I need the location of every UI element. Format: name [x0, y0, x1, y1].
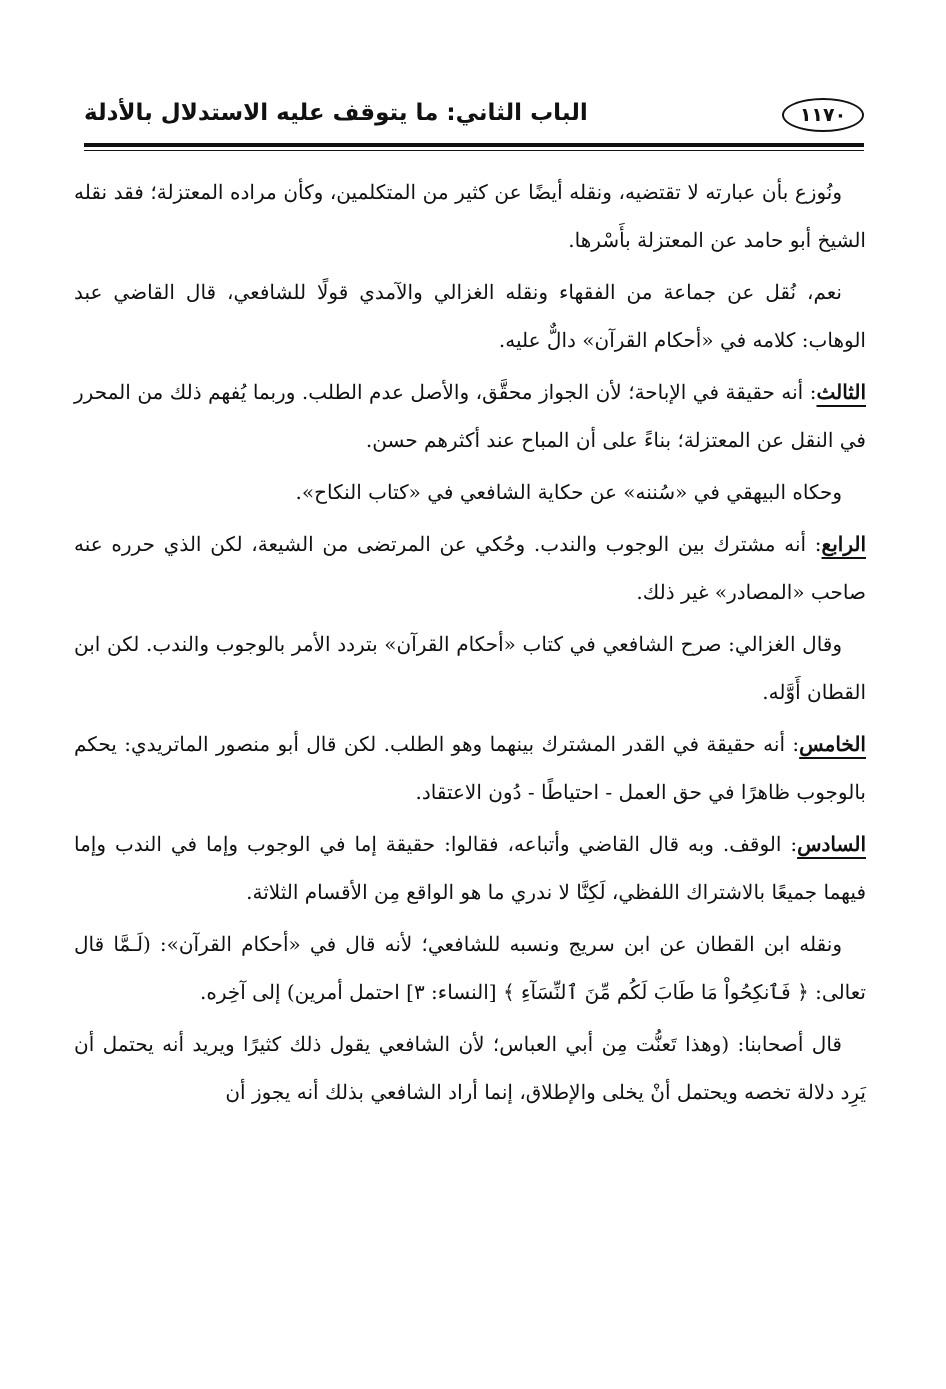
header-rule-thick	[84, 143, 864, 147]
section-term: الثالث	[816, 380, 866, 404]
section-term: الخامس	[799, 732, 866, 756]
page-number: ١١٧٠	[782, 98, 864, 132]
paragraph: الرابع: أنه مشترك بين الوجوب والندب. وحُكي عن المرتضى من الشيعة، لكن الذي حرره عنه صاحب «المصادر» غير ذلك.	[74, 532, 866, 604]
running-title: الباب الثاني: ما يتوقف عليه الاستدلال بالأدلة	[84, 100, 588, 126]
header-rule-thin	[84, 150, 864, 151]
body-text	[74, 168, 866, 1120]
page-header	[84, 96, 864, 140]
paragraph: الثالث: أنه حقيقة في الإباحة؛ لأن الجواز محقَّق، والأصل عدم الطلب. وربما يُفهم ذلك من المحرر في النقل عن المعتزلة؛ بناءً على أن المباح عند أكثرهم حسن.	[74, 380, 866, 452]
paragraph: وحكاه البيهقي في «سُننه» عن حكاية الشافعي في «كتاب النكاح».	[295, 480, 842, 504]
paragraph: نعم، نُقل عن جماعة من الفقهاء ونقله الغزالي والآمدي قولًا للشافعي، قال القاضي عبد الوهاب: كلامه في «أحكام القرآن» دالٌّ عليه.	[74, 280, 866, 352]
paragraph: الخامس: أنه حقيقة في القدر المشترك بينهما وهو الطلب. لكن قال أبو منصور الماتريدي: يحكم بالوجوب ظاهرًا في حق العمل - احتياطًا - دُون الاعتقاد.	[74, 732, 866, 804]
paragraph: وقال الغزالي: صرح الشافعي في كتاب «أحكام القرآن» بتردد الأمر بالوجوب والندب. لكن ابن القطان أَوَّله.	[74, 632, 866, 704]
paragraph: قال أصحابنا: (وهذا تَعنُّت مِن أبي العباس؛ لأن الشافعي يقول ذلك كثيرًا ويريد أنه يحتمل أن يَرِد دلالة تخصه ويحتمل أنْ يخلى والإطلاق، إنما أراد الشافعي بذلك أنه يجوز أن	[74, 1032, 866, 1104]
paragraph: السادس: الوقف. وبه قال القاضي وأتباعه، فقالوا: حقيقة إما في الوجوب وإما في الندب وإما فيهما جميعًا بالاشتراك اللفظي، لَكِنَّا لا ندري ما هو الواقع مِن الأقسام الثلاثة.	[74, 832, 866, 904]
paragraph: ونُوزع بأن عبارته لا تقتضيه، ونقله أيضًا عن كثير من المتكلمين، وكأن مراده المعتزلة؛ فقد نقله الشيخ أبو حامد عن المعتزلة بأَسْرها.	[74, 180, 866, 252]
section-term: الرابع	[821, 532, 866, 556]
paragraph: ونقله ابن القطان عن ابن سريج ونسبه للشافعي؛ لأنه قال في «أحكام القرآن»: (لَـمَّا قال تعالى: ﴿ فَٱنكِحُواْ مَا طَابَ لَكُم مِّنَ ٱلنِّسَآءِ ﴾ [النساء: ٣] احتمل أمرين) إلى آخِره.	[74, 932, 866, 1004]
section-term: السادس	[797, 832, 866, 856]
